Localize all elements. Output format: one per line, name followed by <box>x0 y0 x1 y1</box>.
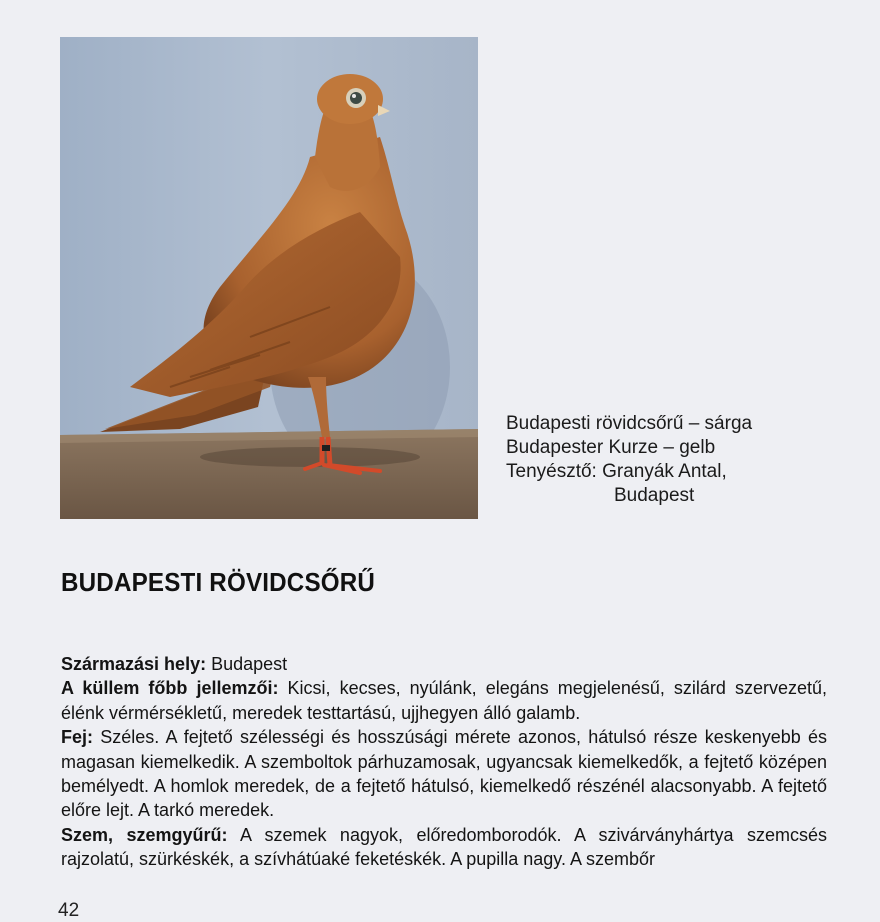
section-text: Széles. A fejtető szélességi és hosszúsági mérete azonos, hátulsó része keskenyebb és magasan kiemelkedik. A szemboltok párhuzamosak, ugyancsak kiemelkedők, a fejtető középen bemélyedt. A homlok meredek, de a fejtető hátulsó, kiemelkedő részénél alacsonyabb. A fejtető előre lejt. A tarkó meredek. <box>61 727 827 821</box>
section-head <box>61 725 827 823</box>
article-body <box>61 652 827 872</box>
caption-line-city: Budapest <box>614 485 695 506</box>
caption-line-breeder: Tenyésztő: Granyák Antal, <box>506 461 727 482</box>
caption-line-breed-hu: Budapesti rövidcsőrű – sárga <box>506 413 753 434</box>
caption-line-breed-de: Budapester Kurze – gelb <box>506 437 716 458</box>
section-label: Származási hely: <box>61 654 207 674</box>
section-origin <box>61 652 827 676</box>
pigeon-photo <box>60 37 478 519</box>
section-label: Fej: <box>61 727 94 748</box>
page-title: BUDAPESTI RÖVIDCSŐRŰ <box>61 567 376 597</box>
section-eye <box>61 823 827 872</box>
section-label: A küllem főbb jellemzői: <box>61 678 279 699</box>
section-text: A szemek nagyok, előredomborodók. A szivárványhártya szemcsés rajzolatú, szürkéskék, a szívhátúaké feketéskék. A pupilla nagy. A szembőr <box>61 824 828 870</box>
photo-caption <box>506 412 752 508</box>
section-text: Budapest <box>206 654 288 674</box>
section-appearance <box>61 676 827 725</box>
page-number: 42 <box>58 900 80 921</box>
section-text: Kicsi, kecses, nyúlánk, elegáns megjelenésű, szilárd szervezetű, élénk vérmérsékletű, meredek testtartású, ujjhegyen álló galamb. <box>61 678 827 723</box>
section-label: Szem, szemgyűrű: <box>61 824 228 845</box>
